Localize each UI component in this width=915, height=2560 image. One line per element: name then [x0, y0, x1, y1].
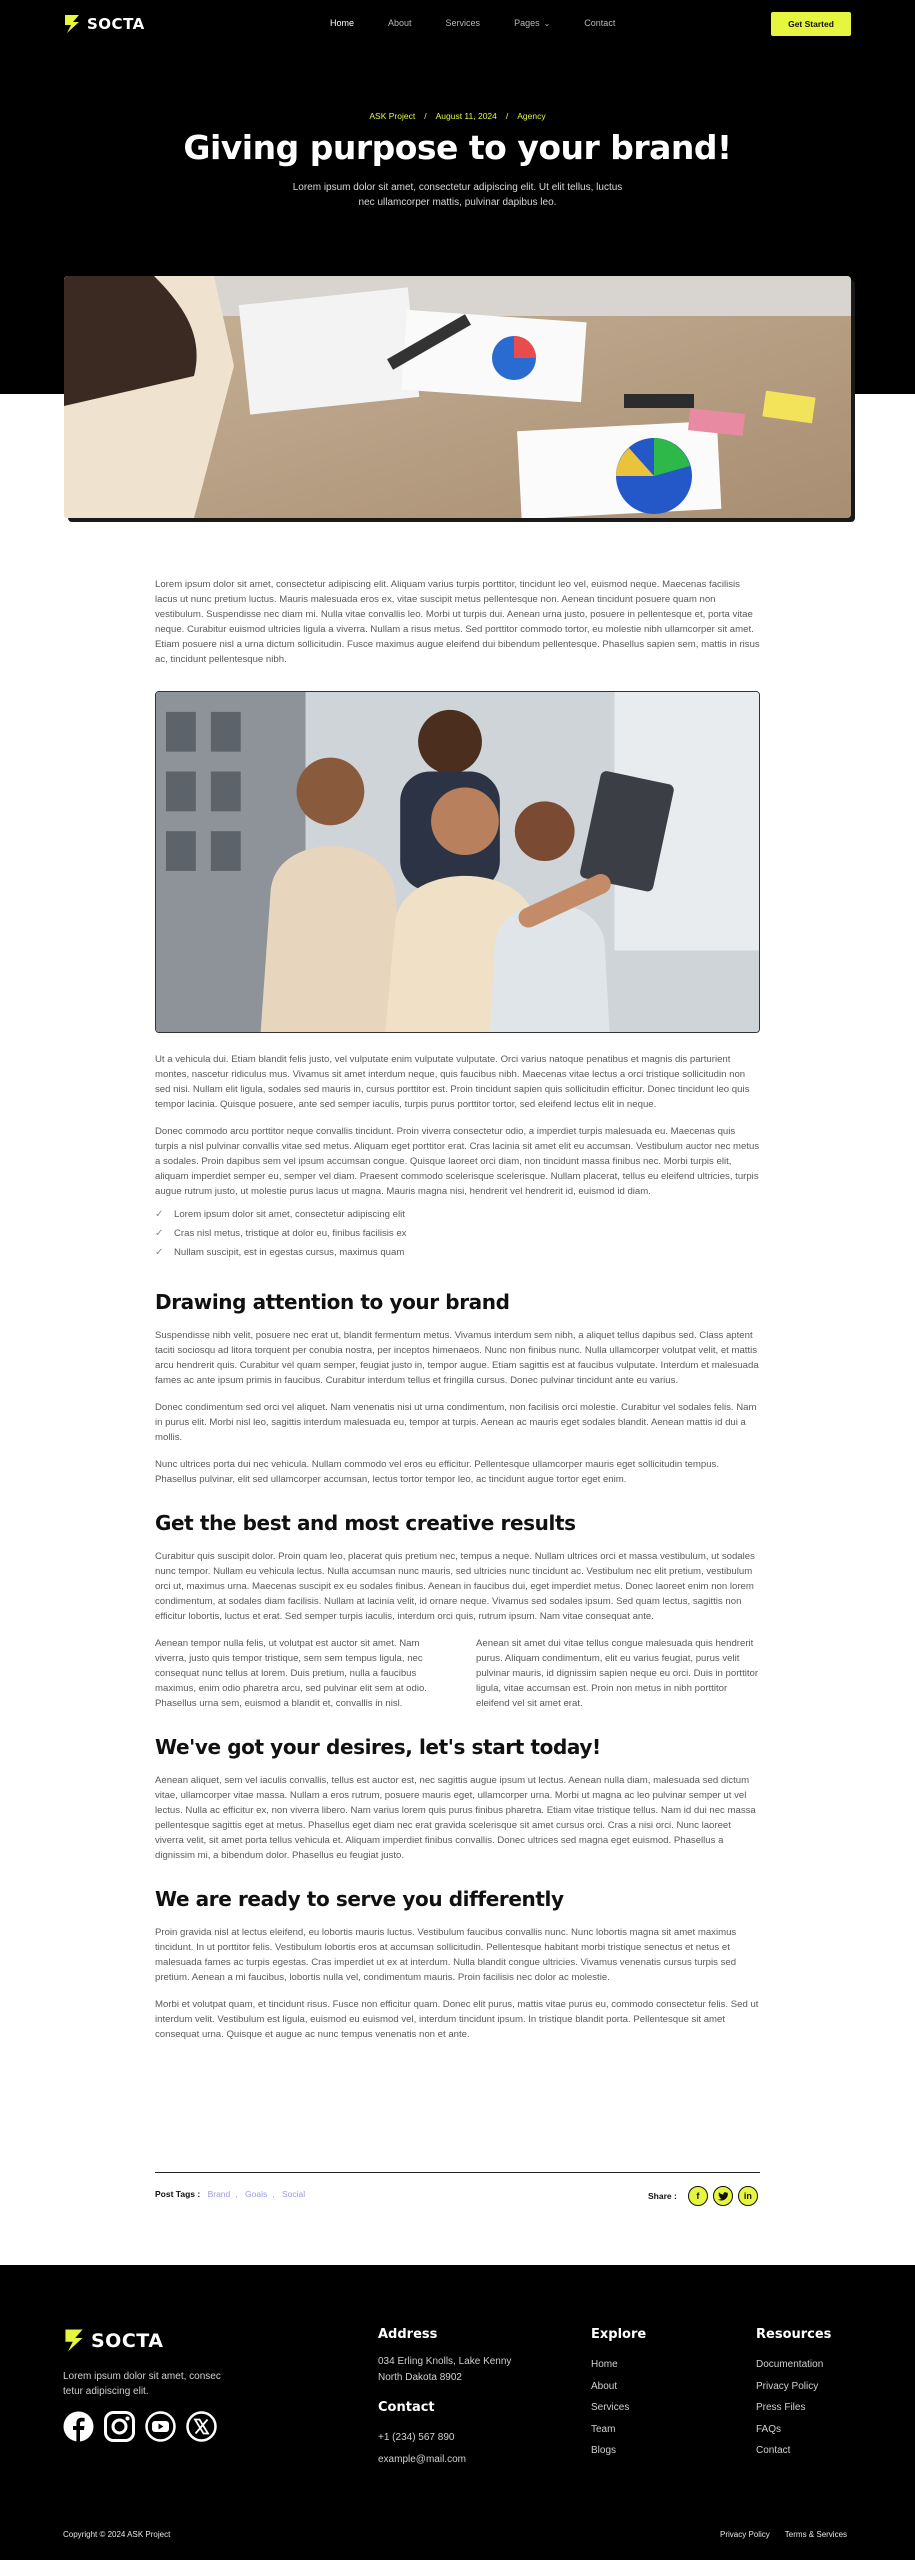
footer-logo[interactable] — [63, 2327, 163, 2354]
nav-home[interactable]: Home — [330, 18, 355, 28]
brand-logo[interactable] — [63, 13, 145, 35]
share-label: Share : — [648, 2191, 677, 2201]
copyright-text: Copyright © 2024 ASK Project — [63, 2530, 171, 2539]
twitter-icon[interactable] — [713, 2186, 733, 2206]
instagram-icon[interactable] — [104, 2411, 135, 2442]
footer-link-about[interactable]: About — [591, 2380, 618, 2392]
two-column-text — [155, 1636, 760, 1711]
x-icon[interactable] — [186, 2411, 217, 2442]
check-icon: ✓ — [155, 1247, 164, 1258]
meta-date: August 11, 2024 — [435, 111, 497, 121]
list-item — [155, 1243, 760, 1262]
privacy-policy-link[interactable]: Privacy Policy — [720, 2530, 770, 2539]
footer-address — [378, 2327, 511, 2470]
footer-heading: Resources — [756, 2327, 832, 2342]
post-meta — [0, 111, 915, 121]
nav-services[interactable]: Services — [445, 18, 481, 28]
section-heading: We are ready to serve you differently — [155, 1887, 564, 1911]
article-paragraph: Donec condimentum sed orci vel aliquet. Nam venenatis nisi ut urna condimentum, non facilisis orci molestie. Curabitur vel sodales felis. Nam in purus elit. Morbi nisl leo, sagittis interdum malesuada eu, tempor at turpis. Aenean ac mauris eget sodales blandit. Aenean mattis id dui a mollis. — [155, 1402, 757, 1443]
terms-link[interactable]: Terms & Services — [784, 2530, 848, 2539]
list-item — [155, 1224, 760, 1243]
list-item-text: Lorem ipsum dolor sit amet, consectetur adipiscing elit — [174, 1209, 405, 1220]
section-heading: We've got your desires, let's start today! — [155, 1735, 601, 1759]
article-divider — [155, 2172, 760, 2173]
post-tags — [155, 2189, 305, 2199]
footer-brand-name: SOCTA — [91, 2329, 164, 2352]
facebook-icon[interactable]: f — [688, 2186, 708, 2206]
tag-link[interactable]: Brand — [207, 2189, 231, 2199]
hero-image — [64, 276, 851, 518]
footer-heading: Address — [378, 2327, 438, 2342]
article-paragraph: Morbi et volutpat quam, et tincidunt risus. Fusce non efficitur quam. Donec elit purus, mattis vitae purus eu, commodo consectetur felis. Sed ut interdum velit. Vestibulum est ligula, euismod eu euismod vel, interdum tincidunt ipsum. In tristique blandit porta. Pellentesque sit amet consequat urna. Quisque et augue ac nunc tempus venenatis non et ante. — [155, 1999, 759, 2040]
nav-pages-label: Pages — [514, 18, 540, 28]
address-line: 034 Erling Knolls, Lake Kenny — [378, 2356, 512, 2367]
list-item — [155, 1205, 760, 1224]
nav-about[interactable]: About — [388, 18, 412, 28]
youtube-icon[interactable] — [145, 2411, 176, 2442]
footer-link-contact[interactable]: Contact — [756, 2445, 791, 2456]
article-paragraph: Curabitur quis suscipit dolor. Proin quam leo, placerat quis pretium nec, tempus a neque. Nullam ultrices orci et massa vestibulum, ut sodales nunc tempor. Nullam eu vehicula lectus. Nulla accumsan nunc mauris, sed ultricies nunc tincidunt ac. Vestibulum nec elit pretium, vestibulum orci ut, maximus urna. Maecenas suscipit ex eu sodales finibus. Aenean in faucibus dui, eget imperdiet metus. Donec laoreet enim non lorem condimentum, at sodales diam facilisis. Nullam at lacinia velit, id ornare neque. Vivamus sed sodales ipsum. Sed quam lectus, sagittis non efficitur lobortis, luctus et erat. Sed semper turpis iaculis, interdum orci quis, rutrum ipsum. Nam vitae consequat ante. — [155, 1551, 755, 1622]
team-selfie-illustration — [156, 692, 759, 1032]
footer-link-team[interactable]: Team — [591, 2423, 616, 2435]
check-icon: ✓ — [155, 1209, 164, 1220]
social-links — [63, 2411, 217, 2442]
section-heading: Drawing attention to your brand — [155, 1290, 510, 1314]
footer-link-press[interactable]: Press Files — [756, 2402, 806, 2413]
tag-separator: , — [272, 2189, 275, 2199]
tag-link[interactable]: Goals — [245, 2189, 268, 2199]
check-icon: ✓ — [155, 1228, 164, 1239]
chevron-down-icon: ⌄ — [543, 19, 551, 28]
footer-heading: Contact — [378, 2400, 435, 2415]
footer-link-privacy[interactable]: Privacy Policy — [756, 2380, 819, 2392]
nav-contact[interactable]: Contact — [584, 18, 616, 28]
footer-link-blogs[interactable]: Blogs — [591, 2445, 617, 2456]
list-item-text: Nullam suscipit, est in egestas cursus, maximus quam — [174, 1247, 405, 1258]
linkedin-icon[interactable]: in — [738, 2186, 758, 2206]
article-body-2 — [155, 1052, 760, 2042]
address-line: North Dakota 8902 — [378, 2372, 462, 2383]
contact-phone[interactable]: +1 (234) 567 890 — [378, 2432, 455, 2443]
post-tags-label: Post Tags : — [155, 2189, 201, 2199]
column-paragraph: Aenean sit amet dui vitae tellus congue malesuada quis hendrerit purus. Aliquam condimentum, elit eu varius feugiat, purus velit pulvinar mauris, id dignissim sapien neque eu orci. Duis in porttitor ligula, vitae accumsan est. Proin non metus in nibh porttitor eleifend vel sit amet erat. — [476, 1638, 759, 1709]
logo-mark-icon — [63, 2327, 85, 2354]
share-bar — [648, 2186, 758, 2206]
tag-separator: , — [235, 2189, 238, 2199]
feature-checklist — [155, 1205, 760, 1262]
logo-mark-icon — [63, 13, 81, 35]
list-item-text: Cras nisl metus, tristique at dolor eu, finibus facilisis ex — [174, 1228, 407, 1239]
article-paragraph: Ut a vehicula dui. Etiam blandit felis justo, vel vulputate enim vulputate vulputate. Orci varius natoque penatibus et magnis dis parturient montes, nascetur ridiculus mus. Vivamus sit amet interdum neque, quis faucibus nibh. Maecenas vitae lectus a orci tristique sollicitudin non sed nisi. Nullam elit ligula, sodales sed mauris in, cursus porttitor est. Proin tincidunt sapien quis sollicitudin efficitur. Donec tincidunt leo quis tempor lacinia. Quisque posuere, ante sed semper iaculis, turpis purus porttitor tortor, sed eleifend lectus elit in neque. — [155, 1054, 750, 1110]
footer-explore — [591, 2327, 646, 2462]
column-paragraph: Aenean tempor nulla felis, ut volutpat est auctor sit amet. Nam viverra, justo quis tempor tristique, sem sem tempus ligula, nec consequat nunc tellus at lorem. Duis pretium, nulla a faucibus maximus, enim odio pharetra arcu, sed pulvinar elit sem at odio. Phasellus urna sem, euismod a blandit et, convallis in nisl. — [155, 1638, 427, 1709]
meeting-photo-illustration — [64, 276, 851, 518]
section-heading: Get the best and most creative results — [155, 1511, 576, 1535]
article-intro: Lorem ipsum dolor sit amet, consectetur adipiscing elit. Aliquam varius turpis porttitor, tincidunt leo vel, euismod neque. Maecenas facilisis lacus ut nunc pretium luctus. Mauris malesuada eros ex, vitae suscipit metus pellentesque non. Aenean tincidunt posuere quam non vestibulum. Suspendisse nec diam mi. Nulla vitae convallis leo. Morbi ut turpis dui. Aenean urna justo, posuere in pellentesque et, porta vitae neque. Curabitur euismod ultricies ligula a viverra. Nullam a risus metus. Sed porttitor commodo tortor, eu molestie nibh ullamcorper sit amet. Etiam posuere nisl a urna dictum sollicitudin. Fusce maximus augue eleifend dui bibendum pellentesque. Phasellus sapien sem, mattis in risus ac, tincidunt pellentesque nibh. — [155, 579, 760, 665]
page-title: Giving purpose to your brand! — [183, 128, 732, 167]
legal-links — [720, 2530, 847, 2539]
get-started-button[interactable]: Get Started — [771, 12, 851, 36]
article-paragraph: Suspendisse nibh velit, posuere nec erat ut, blandit fermentum metus. Vivamus interdum sem nibh, a aliquet tellus dapibus sed. Class aptent taciti sociosqu ad litora torquent per conubia nostra, per inceptos himenaeos. Nunc non finibus nunc. Nulla ullamcorper volutpat velit, et mattis arcu hendrerit quis. Curabitur vel quam semper, feugiat justo in, tempor augue. Etiam sagittis est at faucibus vulputate. Interdum et malesuada fames ac ante ipsum primis in faucibus. Curabitur interdum tellus et fringilla cursus. Donec pulvinar tincidunt ante eu varius. — [155, 1330, 759, 1386]
page-subtitle: Lorem ipsum dolor sit amet, consectetur adipiscing elit. Ut elit tellus, luctus nec ullamcorper mattis, pulvinar dapibus leo. — [292, 182, 623, 208]
brand-name: SOCTA — [87, 15, 145, 33]
article-paragraph: Proin gravida nisl at lectus eleifend, eu lobortis mauris luctus. Vestibulum faucibus convallis nunc. Nunc lobortis magna sit amet maximus tincidunt. In ut porttitor felis. Vestibulum lobortis eros at accumsan sollicitudin. Pellentesque habitant morbi tristique senectus et netus et malesuada fames ac turpis egestas. Cras imperdiet ut ex at interdum. Nulla blandit congue ultricies. Vivamus venenatis cursus turpis sed pretium. Aenean a mi faucibus, lobortis nulla vel, condimentum mauris. Proin facilisis nec dolor ac molestie. — [155, 1927, 737, 1983]
nav-links — [330, 18, 649, 28]
footer-heading: Explore — [591, 2327, 647, 2342]
site-footer — [0, 2265, 915, 2560]
meta-category[interactable]: Agency — [517, 111, 546, 121]
tag-link[interactable]: Social — [281, 2189, 306, 2199]
facebook-icon[interactable] — [63, 2411, 94, 2442]
contact-email[interactable]: example@mail.com — [378, 2453, 466, 2465]
footer-link-faqs[interactable]: FAQs — [756, 2423, 782, 2435]
nav-pages[interactable] — [514, 18, 550, 28]
top-navigation — [0, 0, 915, 48]
article-paragraph: Aenean aliquet, sem vel iaculis convallis, tellus est auctor est, nec sagittis augue ipsum ut lectus. Aenean nulla diam, malesuada sed dictum vitae, ullamcorper vitae massa. Nullam a eros rutrum, posuere mauris eget, ullamcorper urna. Morbi ut magna ac leo pulvinar semper ut vel lectus. Nulla ac efficitur ex, non viverra libero. Nam varius lorem quis purus finibus pharetra. Etiam vitae tristique tellus. Nam id dui nec massa pellentesque sagittis eget at metus. Phasellus eget diam nec erat gravida scelerisque sit amet cursus orci. Cras a nisi orci. Nunc laoreet viverra velit, sit amet porta tellus vehicula et. Aliquam imperdiet finibus convallis. Donec ultrices sed magna eget euismod. Phasellus a dignissim mi, a bibendum dolor. Phasellus eu feugiat justo. — [155, 1775, 756, 1861]
meta-separator: / — [505, 111, 509, 121]
footer-link-home[interactable]: Home — [591, 2359, 618, 2370]
article-paragraph: Donec commodo arcu porttitor neque convallis tincidunt. Proin viverra consectetur odio, a imperdiet turpis malesuada eu. Maecenas quis turpis a nisl pulvinar convallis vitae sed metus. Aliquam eget porttitor erat. Cras lacinia sit amet elit eu accumsan. Vestibulum auctor nec metus a sodales. Proin dapibus sem vel ipsum accumsan congue. Quisque laoreet orci diam, non tincidunt massa finibus nec. Morbi turpis elit, aliquam imperdiet semper eu, semper vel diam. Praesent commodo scelerisque scelerisque. Nullam placerat, tellus eu eleifend ultricies, turpis augue rutrum justo, ut molestie purus lacus ut magna. Mauris magna nisi, hendrerit vel hendrerit id, euismod id diam. — [155, 1126, 760, 1197]
meta-author[interactable]: ASK Project — [369, 111, 416, 121]
footer-resources — [756, 2327, 831, 2462]
article-paragraph: Nunc ultrices porta dui nec vehicula. Nullam commodo vel eros eu efficitur. Pellentesque ullamcorper mauris eget sollicitudin tempus. Phasellus pulvinar, elit sed ullamcorper accumsan, lectus tortor tempor leo, ac tincidunt augue tortor eget enim. — [155, 1459, 719, 1485]
footer-description: Lorem ipsum dolor sit amet, consec tetur adipiscing elit. — [63, 2371, 221, 2397]
footer-link-documentation[interactable]: Documentation — [756, 2359, 824, 2370]
footer-link-services[interactable]: Services — [591, 2402, 630, 2413]
meta-separator: / — [424, 111, 427, 121]
team-selfie-image — [155, 691, 760, 1033]
article-body — [155, 577, 760, 667]
